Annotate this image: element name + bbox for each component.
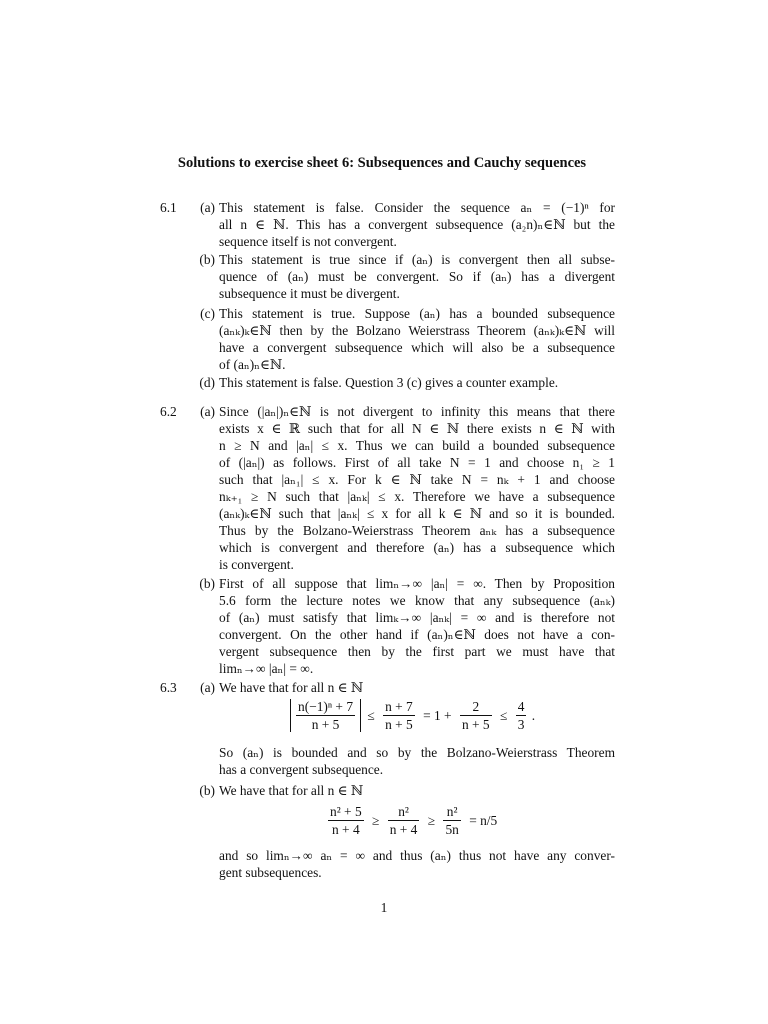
equation-6-3-b	[326, 804, 500, 837]
part-label: (a)	[200, 680, 215, 695]
part-text	[219, 744, 615, 778]
text-line: n ≥ N and |aₙ| ≤ x. Thus we can build a bounded subsequence	[219, 438, 615, 453]
part-label: (a)	[200, 200, 215, 215]
operator: .	[531, 707, 536, 723]
equation-6-3-a	[290, 699, 538, 732]
numerator: n² + 5	[330, 804, 362, 819]
text-line: First of all suppose that limₙ→∞ |aₙ| = ∞. Then by Proposition	[219, 576, 615, 591]
operator: = 1 +	[423, 707, 452, 723]
text-line: has a convergent subsequence.	[219, 762, 384, 777]
fraction	[328, 804, 364, 837]
text-line: gent subsequences.	[219, 865, 322, 880]
text-line: Thus by the Bolzano-Weierstrass Theorem aₙₖ has a subsequence	[219, 523, 615, 538]
text-line: We have that for all n ∈ ℕ	[219, 783, 364, 798]
text-line: vergent subsequence then by the first part we must have that	[219, 644, 615, 659]
text-line: such that |aₙ₁| ≤ x. For k ∈ ℕ take N = nₖ + 1 and choose	[219, 472, 615, 487]
operator: ≤	[367, 707, 375, 723]
text-line: 5.6 form the lecture notes we know that any subsequence (aₙₖ)	[219, 593, 615, 608]
operator: ≥	[427, 812, 436, 828]
part-text	[219, 199, 615, 250]
absolute-value	[290, 699, 361, 732]
fraction	[388, 804, 420, 837]
numerator: n²	[388, 804, 420, 821]
text-line: So (aₙ) is bounded and so by the Bolzano-Weierstrass Theorem	[219, 745, 615, 760]
text-line: and so limₙ→∞ aₙ = ∞ and thus (aₙ) thus not have any conver-	[219, 848, 615, 863]
text-line: nₖ₊₁ ≥ N such that |aₙₖ| ≤ x. Therefore we have a subsequence	[219, 489, 615, 504]
part-text	[219, 847, 615, 881]
fraction	[296, 699, 355, 732]
fraction	[443, 804, 460, 837]
text-line: of (|aₙ|) as follows. First of all take N = 1 and choose n₁ ≥ 1	[219, 455, 615, 470]
fraction	[383, 699, 415, 732]
part-text	[219, 374, 615, 391]
text-line: Since (|aₙ|)ₙ∈ℕ is not divergent to infinity this means that there	[219, 404, 615, 419]
part-label: (b)	[199, 252, 215, 267]
denominator: n + 4	[389, 822, 418, 837]
numerator: n²	[443, 804, 460, 821]
text-line: exists x ∈ ℝ such that for all N ∈ ℕ there exists n ∈ ℕ with	[219, 421, 615, 436]
operator: = n/5	[469, 812, 498, 828]
text-line: (aₙₖ)ₖ∈ℕ such that |aₙₖ| ≤ x for all k ∈ ℕ and so it is bounded.	[219, 506, 615, 521]
operator: ≤	[499, 707, 508, 723]
denominator: n + 4	[332, 822, 360, 837]
part-label: (a)	[200, 404, 215, 419]
numerator: n + 7	[385, 699, 413, 714]
part-label: (b)	[199, 783, 215, 798]
numerator: 2	[460, 699, 492, 716]
text-line: subsequence it must be divergent.	[219, 286, 400, 301]
text-line: This statement is false. Question 3 (c) gives a counter example.	[219, 375, 559, 390]
text-line: which is convergent and therefore (aₙ) has a subsequence which	[219, 540, 615, 555]
denominator: n + 5	[461, 717, 490, 732]
denominator: 3	[517, 717, 525, 732]
part-label: (d)	[199, 375, 215, 390]
question-number-6-3: 6.3	[160, 680, 177, 695]
text-line: convergent. On the other hand if (aₙ)ₙ∈ℕ does not have a con-	[219, 627, 615, 642]
text-line: have a convergent subsequence which will also be a subsequence	[219, 340, 615, 355]
part-text	[219, 305, 615, 373]
part-text	[219, 782, 615, 799]
numerator: 4	[517, 699, 525, 714]
text-line: This statement is false. Consider the sequence aₙ = (−1)ⁿ for	[219, 200, 615, 215]
document-title: Solutions to exercise sheet 6: Subsequences and Cauchy sequences	[177, 155, 587, 171]
fraction	[460, 699, 492, 732]
part-label: (b)	[199, 576, 215, 591]
part-text	[219, 251, 615, 302]
numerator: n(−1)ⁿ + 7	[298, 699, 354, 714]
text-line: limₙ→∞ |aₙ| = ∞.	[219, 661, 314, 676]
text-line: This statement is true. Suppose (aₙ) has a bounded subsequence	[219, 306, 615, 321]
text-line: quence of (aₙ) must be convergent. So if (aₙ) has a divergent	[219, 269, 615, 284]
fraction	[516, 699, 527, 732]
text-line: of (aₙ) must satisfy that limₖ→∞ |aₙₖ| = ∞ and is therefore not	[219, 610, 615, 625]
question-number-6-2: 6.2	[160, 404, 177, 419]
part-text	[219, 679, 615, 696]
part-text	[219, 575, 615, 677]
text-line: We have that for all n ∈ ℕ	[219, 680, 364, 695]
denominator: n + 5	[311, 717, 340, 732]
question-number-6-1: 6.1	[160, 200, 177, 215]
text-line: all n ∈ ℕ. This has a convergent subsequence (a₂n)ₙ∈ℕ but the	[219, 217, 615, 232]
text-line: of (aₙ)ₙ∈ℕ.	[219, 357, 286, 372]
text-line: is convergent.	[219, 557, 294, 572]
operator: ≥	[372, 812, 380, 828]
part-text	[219, 403, 615, 573]
part-label: (c)	[200, 306, 215, 321]
text-line: (aₙₖ)ₖ∈ℕ then by the Bolzano Weierstrass Theorem (aₙₖ)ₖ∈ℕ will	[219, 323, 615, 338]
text-line: sequence itself is not convergent.	[219, 234, 397, 249]
page-number: 1	[380, 900, 388, 915]
denominator: 5n	[445, 822, 459, 837]
denominator: n + 5	[385, 717, 413, 732]
text-line: This statement is true since if (aₙ) is convergent then all subse-	[219, 252, 615, 267]
